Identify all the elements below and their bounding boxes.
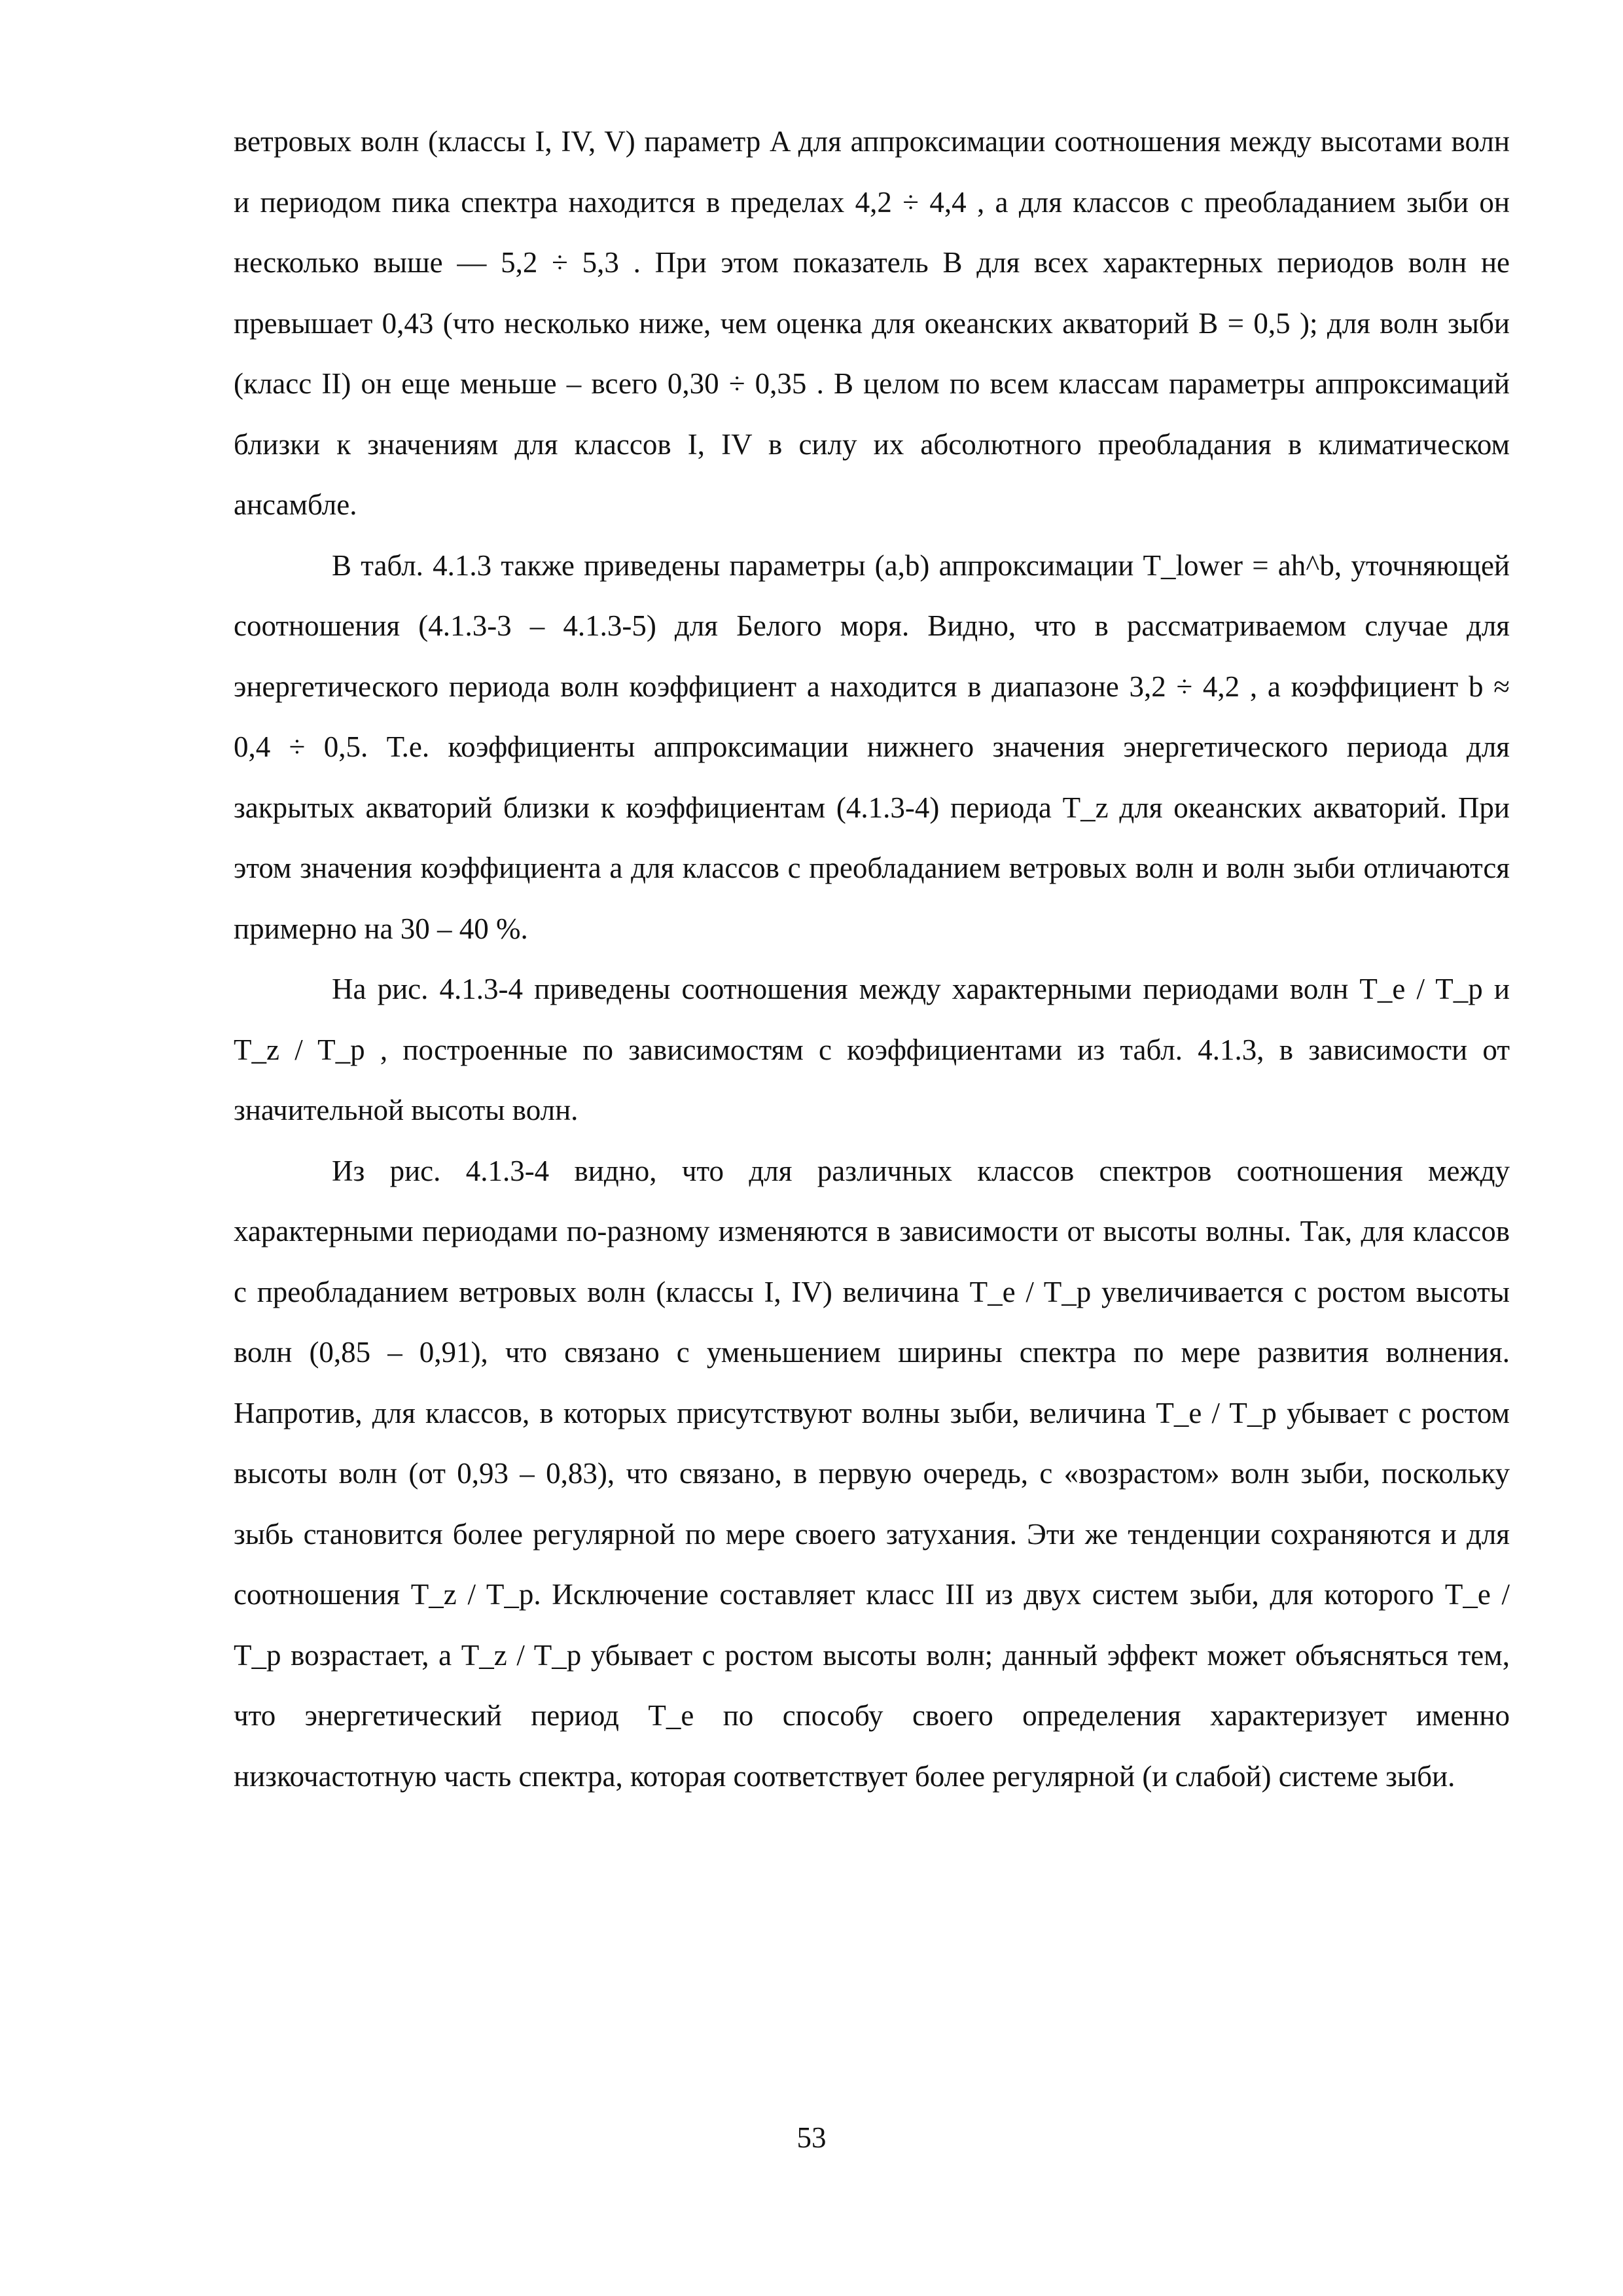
paragraph-4: Из рис. 4.1.3-4 видно, что для различных классов спектров соотношения между характерными периодами по-разному изменяются в зависимости от высоты волны. Так, для классов с преобладанием ветровых волн (классы I, IV) величина T_e / T_p увеличивается с ростом высоты волн (0,85 – 0,91), что связано с уменьшением ширины спектра по мере развития волнения. Напротив, для классов, в которых присутствуют волны зыби, величина T_e / T_p убывает с ростом высоты волн (от 0,93 – 0,83), что связано, в первую очередь, с «возрастом» волн зыби, поскольку зыбь становится более регулярной по мере своего затухания. Эти же тенденции сохраняются и для соотношения T_z / T_p. Исключение составляет класс III из двух систем зыби, для которого T_e / T_p возрастает, а T_z / T_p убывает с ростом высоты волн; данный эффект может объясняться тем, что энергетический период T_e по способу своего определения характеризует именно низкочастотную часть спектра, которая соответствует более регулярной (и слабой) системе зыби. bbox=[234, 1154, 1510, 1793]
body-text bbox=[234, 111, 1510, 1806]
paragraph-3: На рис. 4.1.3-4 приведены соотношения между характерными периодами волн T_e / T_p и T_z / T_p , построенные по зависимостям с коэффициентами из табл. 4.1.3, в зависимости от значительной высоты волн. bbox=[234, 973, 1510, 1126]
paragraph-2: В табл. 4.1.3 также приведены параметры (a,b) аппроксимации T_lower = ah^b, уточняющей соотношения (4.1.3-3 – 4.1.3-5) для Белого моря. Видно, что в рассматриваемом случае для энергетического периода волн коэффициент a находится в диапазоне 3,2 ÷ 4,2 , а коэффициент b ≈ 0,4 ÷ 0,5. Т.е. коэффициенты аппроксимации нижнего значения энергетического периода для закрытых акваторий близки к коэффициентам (4.1.3-4) периода T_z для океанских акваторий. При этом значения коэффициента a для классов с преобладанием ветровых волн и волн зыби отличаются примерно на 30 – 40 %. bbox=[234, 548, 1510, 945]
paragraph-1: ветровых волн (классы I, IV, V) параметр A для аппроксимации соотношения между высотами волн и периодом пика спектра находится в пределах 4,2 ÷ 4,4 , а для классов с преобладанием зыби он несколько выше — 5,2 ÷ 5,3 . При этом показатель B для всех характерных периодов волн не превышает 0,43 (что несколько ниже, чем оценка для океанских акваторий B = 0,5 ); для волн зыби (класс II) он еще меньше – всего 0,30 ÷ 0,35 . В целом по всем классам параметры аппроксимаций близки к значениям для классов I, IV в силу их абсолютного преобладания в климатическом ансамбле. bbox=[234, 125, 1510, 521]
page-number: 53 bbox=[796, 2121, 827, 2154]
